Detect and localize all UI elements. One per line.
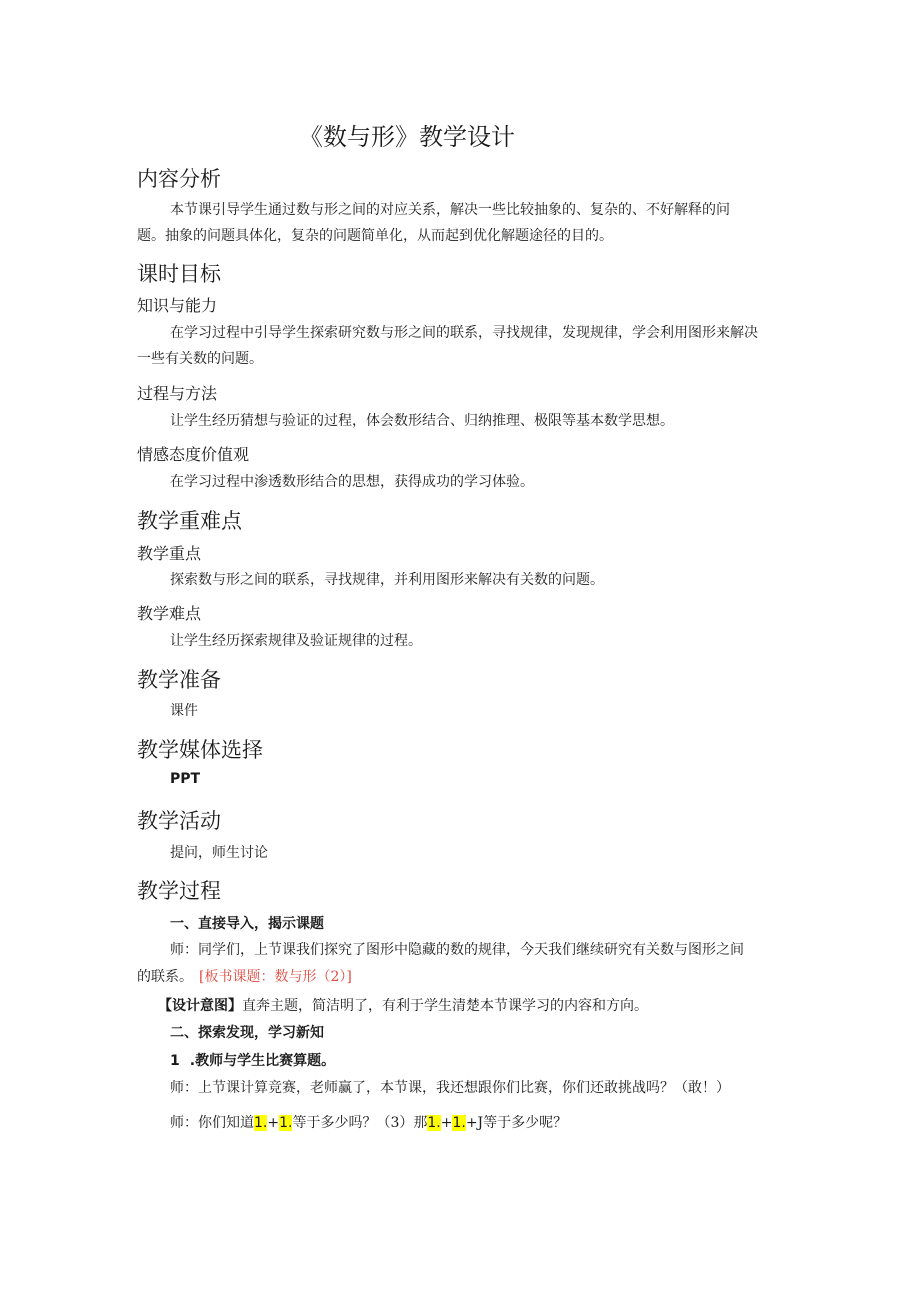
- paragraph-line: 在学习过程中渗透数形结合的思想，获得成功的学习体验。: [170, 474, 534, 490]
- step-title: 一、直接导入，揭示课题: [170, 916, 324, 932]
- document-title: 《数与形》教学设计: [299, 123, 515, 151]
- highlighted-fraction: 1.: [427, 1115, 441, 1131]
- step-title: 二、探索发现，学习新知: [170, 1025, 324, 1041]
- subheading-focus: 教学重点: [137, 544, 202, 563]
- highlighted-fraction: 1.: [254, 1115, 268, 1131]
- paragraph-text: 的联系。: [137, 969, 193, 985]
- paragraph-line: 在学习过程中引导学生探索研究数与形之间的联系，寻找规律，发现规律，学会利用图形来解决: [170, 325, 758, 341]
- heading-key-points: 教学重难点: [137, 509, 242, 533]
- text-fragment: +: [440, 1115, 453, 1131]
- text-fragment: +J等于多少呢？: [465, 1115, 568, 1131]
- highlighted-fraction: 1.: [452, 1115, 466, 1131]
- paragraph-line: [158, 995, 648, 1015]
- sub-step-title: [170, 1050, 335, 1070]
- subheading-process-method: 过程与方法: [137, 384, 218, 403]
- paragraph-line: 提问，师生讨论: [170, 845, 268, 861]
- sub-step-text: .教师与学生比赛算题。: [189, 1053, 336, 1069]
- paragraph-line: PPT: [170, 771, 201, 787]
- text-fragment: 师：你们知道: [170, 1115, 254, 1131]
- paragraph-line: [137, 966, 352, 986]
- design-label: 【设计意图】: [158, 998, 242, 1014]
- paragraph-line: 本节课引导学生通过数与形之间的对应关系，解决一些比较抽象的、复杂的、不好解释的问: [170, 202, 730, 218]
- paragraph-line: 一些有关数的问题。: [137, 351, 263, 367]
- subheading-emotion: 情感态度价值观: [137, 445, 250, 464]
- heading-process: 教学过程: [137, 879, 221, 903]
- highlighted-fraction: 1.: [279, 1115, 293, 1131]
- paragraph-line: 题。抽象的问题具体化，复杂的问题简单化，从而起到优化解题途径的目的。: [137, 228, 613, 244]
- paragraph-line: 让学生经历猜想与验证的过程，体会数形结合、归纳推理、极限等基本数学思想。: [170, 413, 674, 429]
- heading-activity: 教学活动: [137, 809, 221, 833]
- paragraph-line: 让学生经历探索规律及验证规律的过程。: [170, 633, 422, 649]
- heading-preparation: 教学准备: [137, 668, 221, 692]
- text-fragment: +: [267, 1115, 280, 1131]
- design-text: 直奔主题，简洁明了，有利于学生清楚本节课学习的内容和方向。: [242, 998, 648, 1014]
- paragraph-line: 师：上节课计算竞赛，老师赢了，本节课，我还想跟你们比赛，你们还敢挑战吗？（敢！）: [170, 1080, 730, 1096]
- text-fragment: 等于多少吗？（3）那: [292, 1115, 428, 1131]
- paragraph-line: [170, 1112, 567, 1132]
- paragraph-line: 探索数与形之间的联系，寻找规律，并利用图形来解决有关数的问题。: [170, 572, 604, 588]
- paragraph-line: 师：同学们，上节课我们探究了图形中隐藏的数的规律，今天我们继续研究有关数与图形之间: [170, 942, 744, 958]
- subheading-difficulty: 教学难点: [137, 604, 202, 623]
- board-note: [板书课题：数与形（2）]: [199, 969, 352, 985]
- paragraph-line: 课件: [170, 703, 198, 719]
- heading-goals: 课时目标: [137, 262, 221, 286]
- heading-content-analysis: 内容分析: [137, 167, 221, 191]
- heading-media: 教学媒体选择: [137, 738, 263, 762]
- sub-step-number: 1: [170, 1053, 180, 1069]
- subheading-knowledge: 知识与能力: [137, 296, 218, 315]
